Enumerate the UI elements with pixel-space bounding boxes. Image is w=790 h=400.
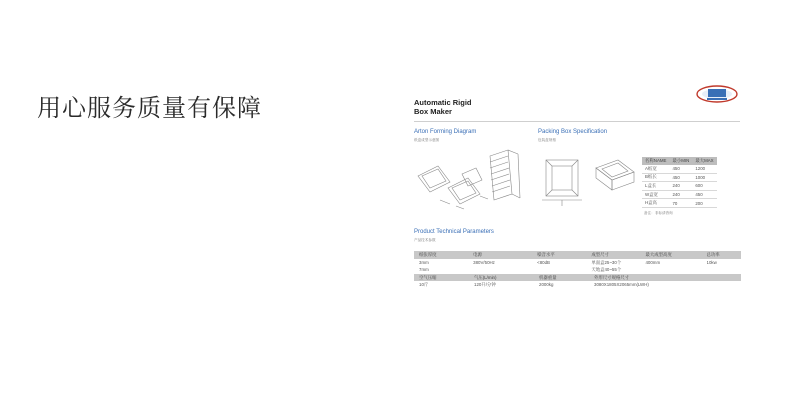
table-row [642,173,717,182]
table-row [642,182,717,191]
cell: 1000 [692,173,716,182]
cell: 7mm [419,267,429,272]
cell: 气压(L/min) [474,274,497,280]
cell: 10kw [706,259,717,265]
spec-header-max: 最大MAX [692,157,716,165]
cell [473,266,537,274]
spec-sheet-image [405,84,743,306]
cell: <80dB [537,259,550,265]
cell: 400mm [645,259,661,265]
cell: 450 [669,173,692,182]
brand-logo-icon [695,84,740,104]
cell: 天地盒40~55个 [591,267,622,272]
cell: 120升/分钟 [474,282,496,287]
cell: 3mm [419,259,429,265]
cell: 电源 [473,252,482,257]
table-row [642,165,717,173]
spec-header-name: 名称NAME [642,157,669,165]
product-title-line2: Box Maker [414,106,452,116]
cell: 噪音水平 [537,252,555,257]
product-title [414,99,472,116]
packing-subtitle: 包装盒规格 [538,138,556,142]
cell: 450 [669,165,692,173]
packing-diagram [538,146,638,216]
table-row [414,259,741,267]
cell: 3080X1805X2065mm(LWH) [594,282,649,287]
cell: 单面盒25~30个 [591,259,622,265]
cell: 最大成型高度 [645,252,672,257]
forming-diagram [410,146,530,218]
cell: A纸宽 [642,165,669,173]
cell [707,266,741,274]
divider [414,121,740,122]
forming-subtitle: 纸盒成型示意图 [414,138,440,142]
cell [645,266,706,274]
product-title-line1: Automatic Rigid [414,98,472,107]
cell: 纸张厚度 [419,252,437,257]
table-row [642,199,717,208]
cell: 200 [692,199,716,208]
cell [537,266,591,274]
params-subtitle: 产品技术参数 [414,238,436,242]
params-table [414,251,741,289]
cell: 成型尺寸 [591,252,609,257]
cell: 空气压缩 [419,274,437,280]
cell: 总功率 [706,252,720,257]
cell: 1200 [692,165,716,173]
params-header-row [414,251,741,259]
cell: 2000kg [539,282,554,287]
table-row [414,266,741,274]
cell: 外形尺寸规格尺寸 [594,274,630,280]
packing-spec-table [642,157,717,208]
cell: B纸长 [642,173,669,182]
table-row [642,190,717,199]
cell: 380V/50Hz [473,259,495,265]
params-title: Product Technical Parameters [414,229,494,235]
cell: 600 [692,182,716,191]
cell: 240 [669,190,692,199]
cell: H盒高 [642,199,669,208]
cell: 70 [669,199,692,208]
params-header-row [414,274,741,282]
table-row [414,281,741,289]
spec-table-header [642,157,717,165]
cell: 机器重量 [539,274,557,280]
cell: 240 [669,182,692,191]
spec-note: 备注：非标请咨询 [644,211,673,215]
cell: 10斤 [419,282,429,287]
cell: 450 [692,190,716,199]
packing-title: Packing Box Specification [538,129,608,135]
cell: L盒长 [642,182,669,191]
spec-header-min: 最小MIN [669,157,692,165]
cell: W盒宽 [642,190,669,199]
forming-title: Arton Forming Diagram [414,129,477,135]
headline: 用心服务质量有保障 [37,94,262,122]
